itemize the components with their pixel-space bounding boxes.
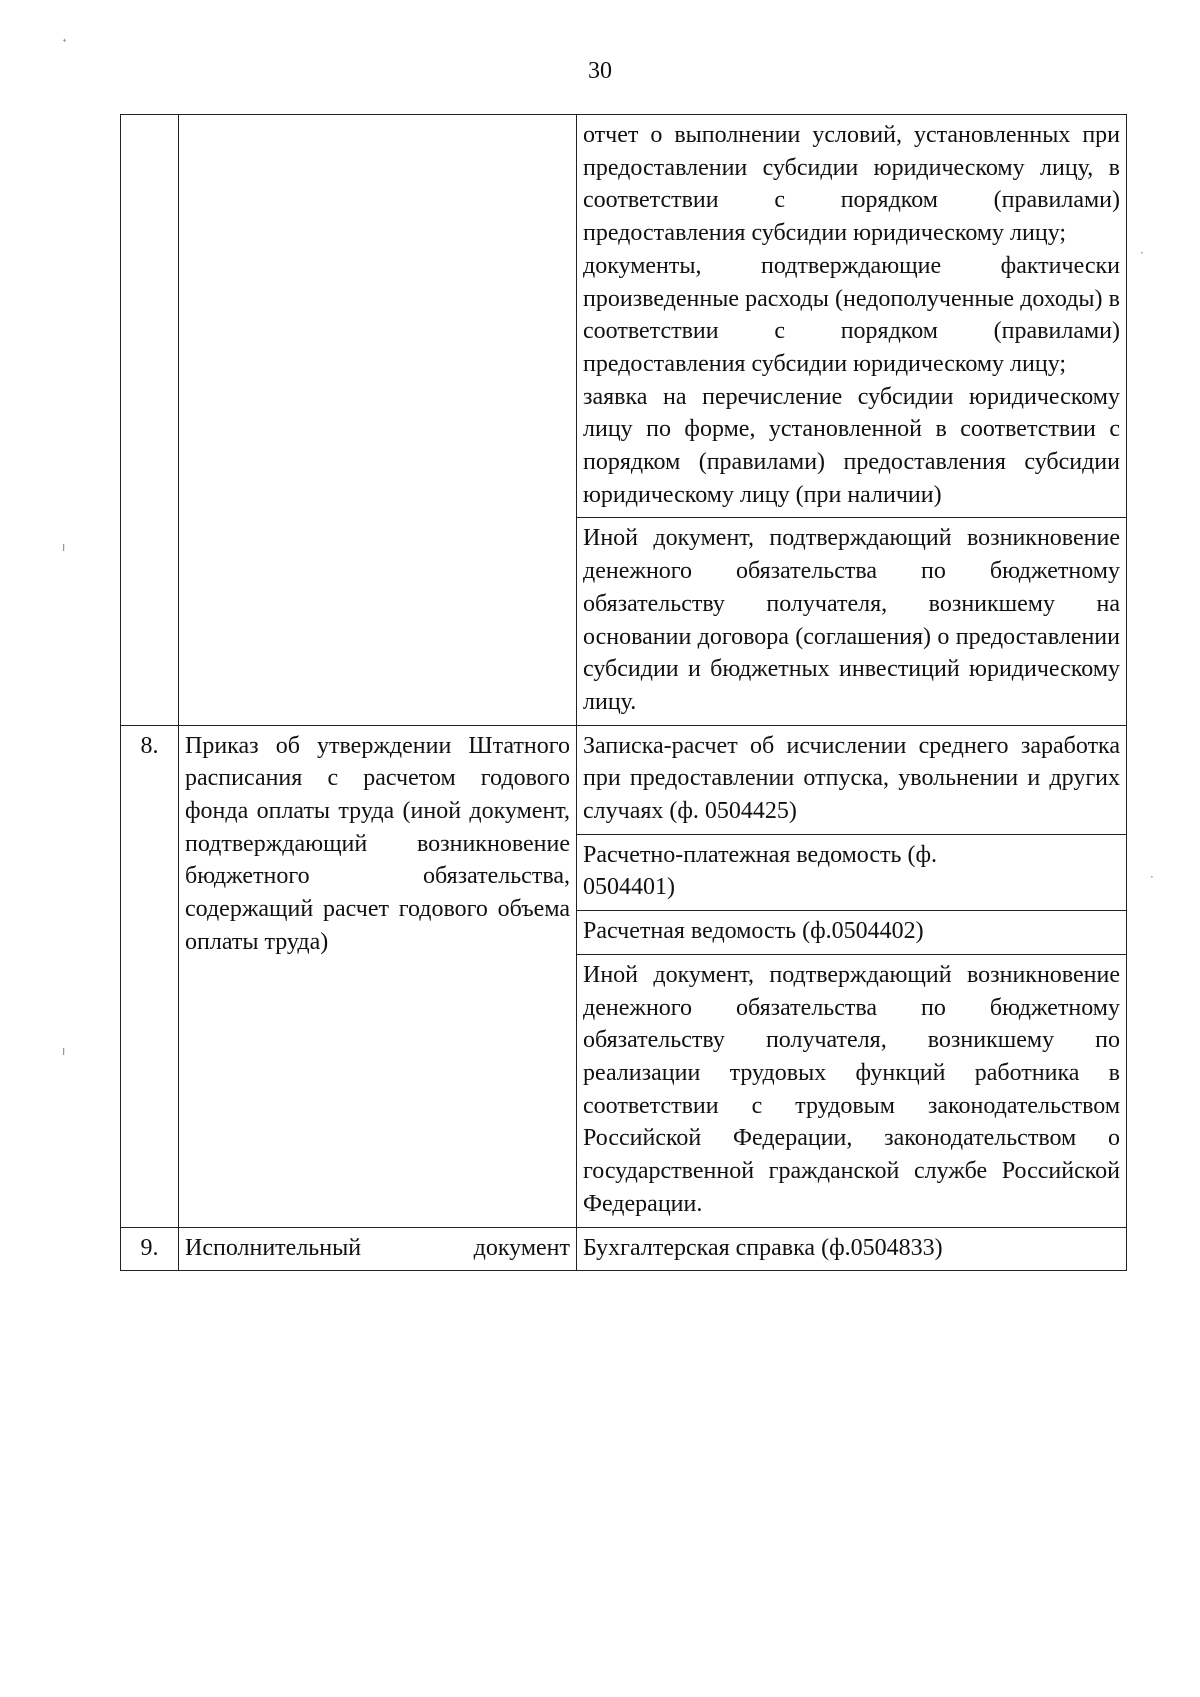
fixing-doc-cell: Расчетная ведомость (ф.0504402) bbox=[577, 911, 1127, 955]
fixing-doc-cell bbox=[577, 115, 1127, 518]
row-number-cell: 8. bbox=[121, 725, 179, 1227]
fixing-doc-paragraph: документы, подтверждающие фактически произведенные расходы (недополученные доходы) в соответствии с порядком (правилами) предоставления субсидии юридическому лицу; bbox=[583, 252, 1120, 377]
fixing-doc-cell: Записка-расчет об исчислении среднего заработка при предоставлении отпуска, увольнении и других случаях (ф. 0504425) bbox=[577, 725, 1127, 834]
fixing-doc-cell: Бухгалтерская справка (ф.0504833) bbox=[577, 1227, 1127, 1271]
table-row-9 bbox=[121, 1227, 1127, 1271]
document-cell: Исполнительный документ bbox=[179, 1227, 577, 1271]
fixing-doc-cell: Иной документ, подтверждающий возникновение денежного обязательства по бюджетному обязательству получателя, возникшему по реализации трудовых функций работника в соответствии с трудовым законодательством Российской Федерации, законодательством о государственной гражданской службе Российской Федерации. bbox=[577, 954, 1127, 1227]
fixing-doc-paragraph: отчет о выполнении условий, установленных при предоставлении субсидии юридическому лицу, в соответствии с порядком (правилами) предоставления субсидии юридическому лицу; bbox=[583, 122, 1120, 247]
document-table bbox=[120, 114, 1127, 1271]
scan-speck: ᐩ bbox=[62, 36, 67, 50]
fixing-doc-paragraph: Иной документ, подтверждающий возникновение денежного обязательства по бюджетному обязательству получателя, возникшему на основании договора (соглашения) о предоставлении субсидии и бюджетных инвестиций юридическому лицу. bbox=[583, 525, 1120, 715]
scan-speck: ı bbox=[62, 540, 66, 554]
page-number: 30 bbox=[588, 58, 612, 84]
scan-speck: · bbox=[1150, 870, 1154, 884]
table-row-continued bbox=[121, 115, 1127, 518]
document-cell: Приказ об утверждении Штатного расписания с расчетом годового фонда оплаты труда (иной документ, подтверждающий возникновение бюджетного обязательства, содержащий расчет годового объема оплаты труда) bbox=[179, 725, 577, 1227]
document-cell bbox=[179, 115, 577, 726]
fixing-doc-cell bbox=[577, 518, 1127, 725]
scan-speck: ı bbox=[62, 1044, 66, 1058]
row-number-cell: 9. bbox=[121, 1227, 179, 1271]
table-row-8 bbox=[121, 725, 1127, 834]
fixing-doc-cell: Расчетно-платежная ведомость (ф. 0504401) bbox=[577, 834, 1127, 910]
fixing-doc-paragraph: заявка на перечисление субсидии юридическому лицу по форме, установленной в соответствии с порядком (правилами) предоставления субсидии юридическому лицу (при наличии) bbox=[583, 383, 1120, 508]
scan-speck: · bbox=[1140, 246, 1144, 260]
row-number-cell bbox=[121, 115, 179, 726]
